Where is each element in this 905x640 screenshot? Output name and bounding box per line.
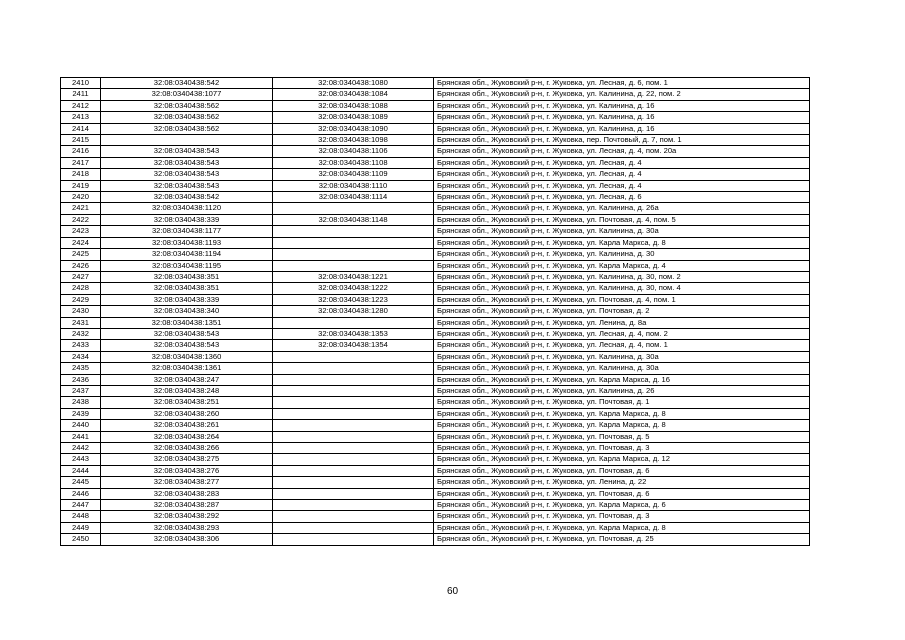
parent-cadastral-number-cell: 32:08:0340438:266 [101, 443, 273, 454]
table-row [61, 431, 810, 442]
row-number-cell: 2438 [61, 397, 101, 408]
parent-cadastral-number-cell: 32:08:0340438:340 [101, 306, 273, 317]
cadastral-number-cell: 32:08:0340438:1088 [273, 100, 434, 111]
parent-cadastral-number-cell: 32:08:0340438:277 [101, 477, 273, 488]
table-row [61, 317, 810, 328]
table-row [61, 112, 810, 123]
parent-cadastral-number-cell: 32:08:0340438:1195 [101, 260, 273, 271]
parent-cadastral-number-cell: 32:08:0340438:562 [101, 100, 273, 111]
cadastral-number-cell: 32:08:0340438:1084 [273, 89, 434, 100]
cadastral-number-cell: 32:08:0340438:1222 [273, 283, 434, 294]
table-row [61, 522, 810, 533]
row-number-cell: 2431 [61, 317, 101, 328]
table-row [61, 294, 810, 305]
parent-cadastral-number-cell: 32:08:0340438:292 [101, 511, 273, 522]
cadastral-number-cell [273, 203, 434, 214]
row-number-cell: 2448 [61, 511, 101, 522]
cadastral-number-cell: 32:08:0340438:1089 [273, 112, 434, 123]
table-row [61, 123, 810, 134]
table-row [61, 192, 810, 203]
cadastral-number-cell: 32:08:0340438:1080 [273, 78, 434, 89]
table-row [61, 180, 810, 191]
cadastral-number-cell: 32:08:0340438:1114 [273, 192, 434, 203]
cadastral-number-cell: 32:08:0340438:1354 [273, 340, 434, 351]
registry-table-body [61, 78, 810, 546]
address-cell: Брянская обл., Жуковский р-н, г. Жуковка, ул. Почтовая, д. 6 [434, 488, 810, 499]
table-row [61, 260, 810, 271]
cadastral-number-cell: 32:08:0340438:1280 [273, 306, 434, 317]
address-cell: Брянская обл., Жуковский р-н, г. Жуковка, ул. Карла Маркса, д. 8 [434, 408, 810, 419]
parent-cadastral-number-cell: 32:08:0340438:1077 [101, 89, 273, 100]
table-row [61, 328, 810, 339]
row-number-cell: 2425 [61, 249, 101, 260]
row-number-cell: 2427 [61, 271, 101, 282]
row-number-cell: 2418 [61, 169, 101, 180]
cadastral-number-cell: 32:08:0340438:1223 [273, 294, 434, 305]
table-row [61, 465, 810, 476]
address-cell: Брянская обл., Жуковский р-н, г. Жуковка, ул. Калинина, д. 30, пом. 4 [434, 283, 810, 294]
cadastral-number-cell [273, 454, 434, 465]
row-number-cell: 2419 [61, 180, 101, 191]
parent-cadastral-number-cell: 32:08:0340438:251 [101, 397, 273, 408]
address-cell: Брянская обл., Жуковский р-н, г. Жуковка, ул. Лесная, д. 6 [434, 192, 810, 203]
address-cell: Брянская обл., Жуковский р-н, г. Жуковка, ул. Ленина, д. 8а [434, 317, 810, 328]
cadastral-number-cell [273, 534, 434, 545]
parent-cadastral-number-cell: 32:08:0340438:542 [101, 78, 273, 89]
cadastral-number-cell: 32:08:0340438:1106 [273, 146, 434, 157]
address-cell: Брянская обл., Жуковский р-н, г. Жуковка, пер. Почтовый, д. 7, пом. 1 [434, 135, 810, 146]
row-number-cell: 2436 [61, 374, 101, 385]
cadastral-number-cell: 32:08:0340438:1148 [273, 214, 434, 225]
parent-cadastral-number-cell: 32:08:0340438:306 [101, 534, 273, 545]
row-number-cell: 2443 [61, 454, 101, 465]
parent-cadastral-number-cell: 32:08:0340438:1193 [101, 237, 273, 248]
table-row [61, 169, 810, 180]
address-cell: Брянская обл., Жуковский р-н, г. Жуковка, ул. Калинина, д. 30а [434, 363, 810, 374]
parent-cadastral-number-cell: 32:08:0340438:1361 [101, 363, 273, 374]
cadastral-number-cell [273, 385, 434, 396]
parent-cadastral-number-cell: 32:08:0340438:264 [101, 431, 273, 442]
parent-cadastral-number-cell: 32:08:0340438:339 [101, 294, 273, 305]
cadastral-number-cell [273, 397, 434, 408]
table-row [61, 135, 810, 146]
address-cell: Брянская обл., Жуковский р-н, г. Жуковка, ул. Калинина, д. 30а [434, 226, 810, 237]
address-cell: Брянская обл., Жуковский р-н, г. Жуковка, ул. Карла Маркса, д. 6 [434, 500, 810, 511]
parent-cadastral-number-cell: 32:08:0340438:542 [101, 192, 273, 203]
table-row [61, 363, 810, 374]
parent-cadastral-number-cell: 32:08:0340438:1351 [101, 317, 273, 328]
cadastral-number-cell [273, 351, 434, 362]
table-row [61, 454, 810, 465]
row-number-cell: 2411 [61, 89, 101, 100]
address-cell: Брянская обл., Жуковский р-н, г. Жуковка, ул. Лесная, д. 4 [434, 169, 810, 180]
address-cell: Брянская обл., Жуковский р-н, г. Жуковка, ул. Почтовая, д. 6 [434, 465, 810, 476]
row-number-cell: 2412 [61, 100, 101, 111]
table-row [61, 443, 810, 454]
address-cell: Брянская обл., Жуковский р-н, г. Жуковка, ул. Карла Маркса, д. 8 [434, 420, 810, 431]
row-number-cell: 2414 [61, 123, 101, 134]
address-cell: Брянская обл., Жуковский р-н, г. Жуковка, ул. Карла Маркса, д. 16 [434, 374, 810, 385]
parent-cadastral-number-cell: 32:08:0340438:275 [101, 454, 273, 465]
parent-cadastral-number-cell: 32:08:0340438:339 [101, 214, 273, 225]
address-cell: Брянская обл., Жуковский р-н, г. Жуковка, ул. Калинина, д. 16 [434, 123, 810, 134]
cadastral-number-cell [273, 477, 434, 488]
parent-cadastral-number-cell: 32:08:0340438:543 [101, 180, 273, 191]
address-cell: Брянская обл., Жуковский р-н, г. Жуковка, ул. Карла Маркса, д. 4 [434, 260, 810, 271]
address-cell: Брянская обл., Жуковский р-н, г. Жуковка, ул. Почтовая, д. 25 [434, 534, 810, 545]
table-row [61, 249, 810, 260]
address-cell: Брянская обл., Жуковский р-н, г. Жуковка, ул. Лесная, д. 4 [434, 180, 810, 191]
address-cell: Брянская обл., Жуковский р-н, г. Жуковка, ул. Калинина, д. 30а [434, 351, 810, 362]
row-number-cell: 2439 [61, 408, 101, 419]
table-row [61, 146, 810, 157]
table-row [61, 157, 810, 168]
address-cell: Брянская обл., Жуковский р-н, г. Жуковка, ул. Калинина, д. 26а [434, 203, 810, 214]
parent-cadastral-number-cell: 32:08:0340438:287 [101, 500, 273, 511]
table-row [61, 374, 810, 385]
row-number-cell: 2423 [61, 226, 101, 237]
address-cell: Брянская обл., Жуковский р-н, г. Жуковка, ул. Карла Маркса, д. 8 [434, 522, 810, 533]
address-cell: Брянская обл., Жуковский р-н, г. Жуковка, ул. Калинина, д. 26 [434, 385, 810, 396]
row-number-cell: 2437 [61, 385, 101, 396]
parent-cadastral-number-cell: 32:08:0340438:260 [101, 408, 273, 419]
row-number-cell: 2426 [61, 260, 101, 271]
parent-cadastral-number-cell: 32:08:0340438:248 [101, 385, 273, 396]
cadastral-number-cell [273, 237, 434, 248]
address-cell: Брянская обл., Жуковский р-н, г. Жуковка, ул. Ленина, д. 22 [434, 477, 810, 488]
cadastral-number-cell [273, 260, 434, 271]
cadastral-number-cell: 32:08:0340438:1221 [273, 271, 434, 282]
address-cell: Брянская обл., Жуковский р-н, г. Жуковка, ул. Калинина, д. 16 [434, 100, 810, 111]
table-row [61, 351, 810, 362]
address-cell: Брянская обл., Жуковский р-н, г. Жуковка, ул. Лесная, д. 4, пом. 1 [434, 340, 810, 351]
table-row [61, 477, 810, 488]
row-number-cell: 2424 [61, 237, 101, 248]
cadastral-number-cell [273, 488, 434, 499]
row-number-cell: 2413 [61, 112, 101, 123]
cadastral-number-cell [273, 522, 434, 533]
row-number-cell: 2444 [61, 465, 101, 476]
row-number-cell: 2410 [61, 78, 101, 89]
parent-cadastral-number-cell: 32:08:0340438:543 [101, 157, 273, 168]
table-row [61, 500, 810, 511]
row-number-cell: 2445 [61, 477, 101, 488]
address-cell: Брянская обл., Жуковский р-н, г. Жуковка, ул. Карла Маркса, д. 12 [434, 454, 810, 465]
row-number-cell: 2415 [61, 135, 101, 146]
parent-cadastral-number-cell [101, 135, 273, 146]
table-row [61, 397, 810, 408]
row-number-cell: 2433 [61, 340, 101, 351]
row-number-cell: 2421 [61, 203, 101, 214]
row-number-cell: 2429 [61, 294, 101, 305]
table-row [61, 306, 810, 317]
row-number-cell: 2441 [61, 431, 101, 442]
parent-cadastral-number-cell: 32:08:0340438:543 [101, 169, 273, 180]
address-cell: Брянская обл., Жуковский р-н, г. Жуковка, ул. Калинина, д. 16 [434, 112, 810, 123]
table-row [61, 78, 810, 89]
parent-cadastral-number-cell: 32:08:0340438:351 [101, 271, 273, 282]
table-row [61, 420, 810, 431]
parent-cadastral-number-cell: 32:08:0340438:351 [101, 283, 273, 294]
row-number-cell: 2434 [61, 351, 101, 362]
cadastral-number-cell [273, 226, 434, 237]
cadastral-number-cell: 32:08:0340438:1109 [273, 169, 434, 180]
address-cell: Брянская обл., Жуковский р-н, г. Жуковка, ул. Лесная, д. 4 [434, 157, 810, 168]
row-number-cell: 2430 [61, 306, 101, 317]
row-number-cell: 2446 [61, 488, 101, 499]
table-row [61, 203, 810, 214]
row-number-cell: 2442 [61, 443, 101, 454]
address-cell: Брянская обл., Жуковский р-н, г. Жуковка, ул. Лесная, д. 4, пом. 2 [434, 328, 810, 339]
address-cell: Брянская обл., Жуковский р-н, г. Жуковка, ул. Почтовая, д. 5 [434, 431, 810, 442]
address-cell: Брянская обл., Жуковский р-н, г. Жуковка, ул. Почтовая, д. 4, пом. 5 [434, 214, 810, 225]
table-row [61, 340, 810, 351]
cadastral-number-cell: 32:08:0340438:1108 [273, 157, 434, 168]
parent-cadastral-number-cell: 32:08:0340438:247 [101, 374, 273, 385]
table-row [61, 534, 810, 545]
table-row [61, 100, 810, 111]
cadastral-number-cell: 32:08:0340438:1090 [273, 123, 434, 134]
address-cell: Брянская обл., Жуковский р-н, г. Жуковка, ул. Почтовая, д. 1 [434, 397, 810, 408]
row-number-cell: 2420 [61, 192, 101, 203]
parent-cadastral-number-cell: 32:08:0340438:283 [101, 488, 273, 499]
parent-cadastral-number-cell: 32:08:0340438:1120 [101, 203, 273, 214]
row-number-cell: 2417 [61, 157, 101, 168]
parent-cadastral-number-cell: 32:08:0340438:1194 [101, 249, 273, 260]
table-row [61, 408, 810, 419]
row-number-cell: 2422 [61, 214, 101, 225]
row-number-cell: 2428 [61, 283, 101, 294]
cadastral-number-cell [273, 500, 434, 511]
page-number: 60 [446, 586, 459, 597]
cadastral-number-cell: 32:08:0340438:1110 [273, 180, 434, 191]
address-cell: Брянская обл., Жуковский р-н, г. Жуковка, ул. Калинина, д. 22, пом. 2 [434, 89, 810, 100]
table-row [61, 237, 810, 248]
address-cell: Брянская обл., Жуковский р-н, г. Жуковка, ул. Почтовая, д. 4, пом. 1 [434, 294, 810, 305]
cadastral-number-cell [273, 374, 434, 385]
address-cell: Брянская обл., Жуковский р-н, г. Жуковка, ул. Почтовая, д. 3 [434, 511, 810, 522]
row-number-cell: 2416 [61, 146, 101, 157]
cadastral-number-cell: 32:08:0340438:1353 [273, 328, 434, 339]
address-cell: Брянская обл., Жуковский р-н, г. Жуковка, ул. Лесная, д. 6, пом. 1 [434, 78, 810, 89]
address-cell: Брянская обл., Жуковский р-н, г. Жуковка, ул. Карла Маркса, д. 8 [434, 237, 810, 248]
address-cell: Брянская обл., Жуковский р-н, г. Жуковка, ул. Почтовая, д. 2 [434, 306, 810, 317]
table-row [61, 283, 810, 294]
table-row [61, 488, 810, 499]
cadastral-number-cell [273, 249, 434, 260]
parent-cadastral-number-cell: 32:08:0340438:562 [101, 112, 273, 123]
row-number-cell: 2447 [61, 500, 101, 511]
parent-cadastral-number-cell: 32:08:0340438:543 [101, 146, 273, 157]
parent-cadastral-number-cell: 32:08:0340438:543 [101, 340, 273, 351]
address-cell: Брянская обл., Жуковский р-н, г. Жуковка, ул. Почтовая, д. 3 [434, 443, 810, 454]
address-cell: Брянская обл., Жуковский р-н, г. Жуковка, ул. Калинина, д. 30 [434, 249, 810, 260]
parent-cadastral-number-cell: 32:08:0340438:562 [101, 123, 273, 134]
row-number-cell: 2449 [61, 522, 101, 533]
row-number-cell: 2450 [61, 534, 101, 545]
table-row [61, 271, 810, 282]
table-row [61, 385, 810, 396]
parent-cadastral-number-cell: 32:08:0340438:1360 [101, 351, 273, 362]
table-row [61, 226, 810, 237]
table-row [61, 89, 810, 100]
row-number-cell: 2435 [61, 363, 101, 374]
table-row [61, 511, 810, 522]
cadastral-number-cell: 32:08:0340438:1098 [273, 135, 434, 146]
cadastral-number-cell [273, 317, 434, 328]
row-number-cell: 2440 [61, 420, 101, 431]
parent-cadastral-number-cell: 32:08:0340438:543 [101, 328, 273, 339]
parent-cadastral-number-cell: 32:08:0340438:276 [101, 465, 273, 476]
cadastral-number-cell [273, 511, 434, 522]
address-cell: Брянская обл., Жуковский р-н, г. Жуковка, ул. Лесная, д. 4, пом. 20а [434, 146, 810, 157]
parent-cadastral-number-cell: 32:08:0340438:293 [101, 522, 273, 533]
cadastral-number-cell [273, 431, 434, 442]
cadastral-number-cell [273, 465, 434, 476]
parent-cadastral-number-cell: 32:08:0340438:1177 [101, 226, 273, 237]
address-cell: Брянская обл., Жуковский р-н, г. Жуковка, ул. Калинина, д. 30, пом. 2 [434, 271, 810, 282]
registry-table [60, 77, 810, 546]
table-row [61, 214, 810, 225]
parent-cadastral-number-cell: 32:08:0340438:261 [101, 420, 273, 431]
cadastral-number-cell [273, 363, 434, 374]
row-number-cell: 2432 [61, 328, 101, 339]
cadastral-number-cell [273, 408, 434, 419]
cadastral-number-cell [273, 420, 434, 431]
cadastral-number-cell [273, 443, 434, 454]
